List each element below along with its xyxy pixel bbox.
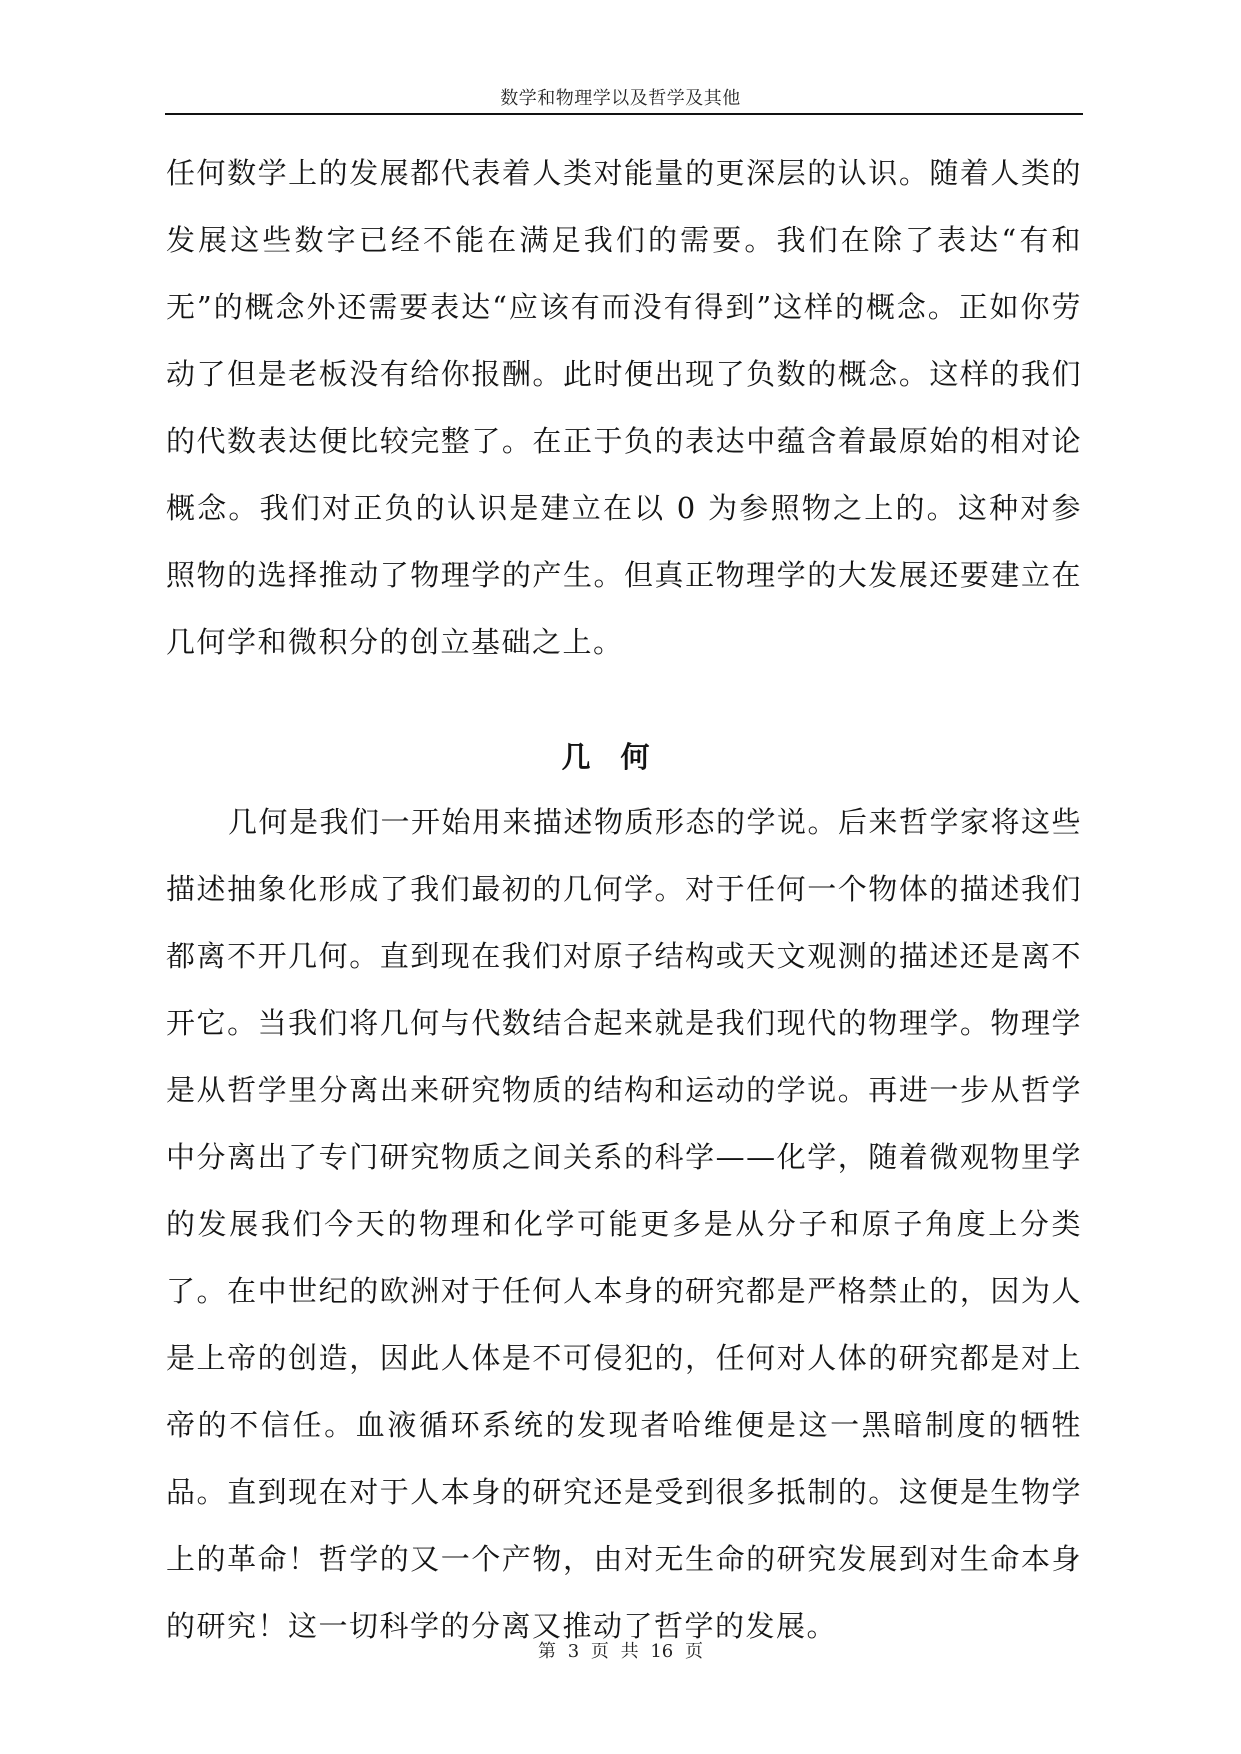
running-header-title: 数学和物理学以及哲学及其他	[500, 88, 741, 109]
intro-section	[166, 140, 1082, 676]
geometry-section	[166, 789, 1082, 1660]
page-number-footer: 第 3 页 共 16 页	[538, 1641, 703, 1662]
header-divider	[165, 113, 1083, 115]
geometry-paragraph: 几何是我们一开始用来描述物质形态的学说。后来哲学家将这些描述抽象化形成了我们最初的几何学。对于任何一个物体的描述我们都离不开几何。直到现在我们对原子结构或天文观测的描述还是离不开它。当我们将几何与代数结合起来就是我们现代的物理学。物理学是从哲学里分离出来研究物质的结构和运动的学说。再进一步从哲学中分离出了专门研究物质之间关系的科学——化学，随着微观物里学的发展我们今天的物理和化学可能更多是从分子和原子角度上分类了。在中世纪的欧洲对于任何人本身的研究都是严格禁止的，因为人是上帝的创造，因此人体是不可侵犯的，任何对人体的研究都是对上帝的不信任。血液循环系统的发现者哈维便是这一黑暗制度的牺牲品。直到现在对于人本身的研究还是受到很多抵制的。这便是生物学上的革命！哲学的又一个产物，由对无生命的研究发展到对生命本身的研究！这一切科学的分离又推动了哲学的发展。	[166, 805, 1083, 1643]
intro-paragraph: 任何数学上的发展都代表着人类对能量的更深层的认识。随着人类的发展这些数字已经不能在满足我们的需要。我们在除了表达“有和无”的概念外还需要表达“应该有而没有得到”这样的概念。正如你劳动了但是老板没有给你报酬。此时便出现了负数的概念。这样的我们的代数表达便比较完整了。在正于负的表达中蕴含着最原始的相对论概念。我们对正负的认识是建立在以 0 为参照物之上的。这种对参照物的选择推动了物理学的产生。但真正物理学的大发展还要建立在几何学和微积分的创立基础之上。	[166, 156, 1082, 659]
section-heading-geometry: 几何	[561, 740, 680, 774]
